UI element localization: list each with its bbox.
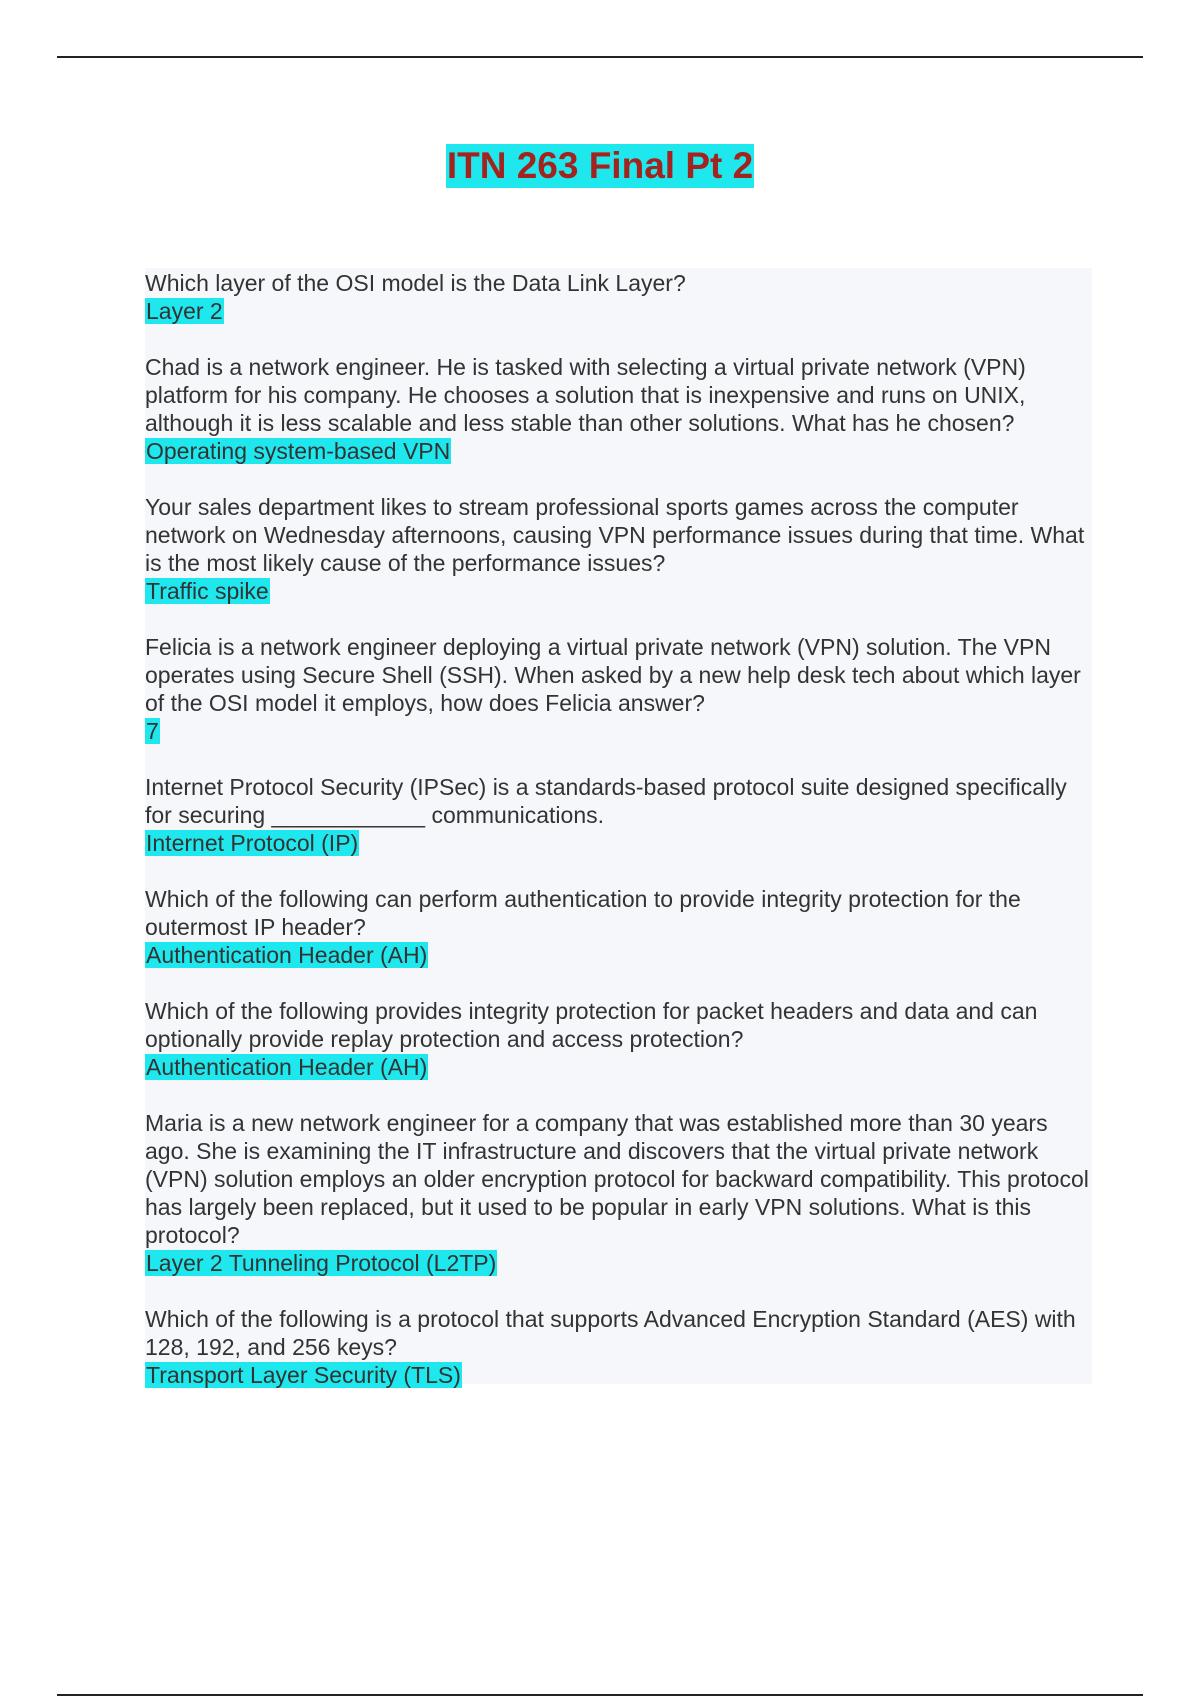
qa-item bbox=[145, 493, 1090, 605]
qa-item bbox=[145, 1109, 1090, 1277]
answer-text: Layer 2 bbox=[146, 298, 223, 324]
qa-item bbox=[145, 773, 1090, 857]
qa-content-area bbox=[145, 268, 1092, 1388]
title-container bbox=[0, 144, 1200, 188]
answer-text: Internet Protocol (IP) bbox=[146, 830, 359, 856]
qa-item bbox=[145, 633, 1090, 745]
question-text: Which of the following provides integrity protection for packet headers and data and can optionally provide replay protection and access protection? bbox=[145, 998, 1038, 1052]
answer-text: Traffic spike bbox=[146, 578, 269, 604]
answer-text: Operating system-based VPN bbox=[146, 438, 451, 464]
qa-list bbox=[145, 268, 1090, 1417]
question-text: Which of the following can perform authentication to provide integrity protection for the outermost IP header? bbox=[145, 886, 1021, 940]
answer-text: Authentication Header (AH) bbox=[146, 1054, 428, 1080]
bottom-rule bbox=[57, 1694, 1143, 1696]
question-text: Chad is a network engineer. He is tasked with selecting a virtual private network (VPN) platform for his company. He chooses a solution that is inexpensive and runs on UNIX, although it is less scalable and less stable than other solutions. What has he chosen? bbox=[145, 354, 1026, 436]
qa-item bbox=[145, 885, 1090, 969]
answer-text: Layer 2 Tunneling Protocol (L2TP) bbox=[146, 1250, 497, 1276]
answer-text: 7 bbox=[146, 718, 159, 744]
question-text: Which of the following is a protocol that supports Advanced Encryption Standard (AES) with 128, 192, and 256 keys? bbox=[145, 1306, 1076, 1360]
qa-item bbox=[145, 997, 1090, 1081]
question-text: Internet Protocol Security (IPSec) is a standards-based protocol suite designed specifically for securing ____________ communications. bbox=[145, 774, 1067, 828]
question-text: Felicia is a network engineer deploying a virtual private network (VPN) solution. The VPN operates using Secure Shell (SSH). When asked by a new help desk tech about which layer of the OSI model it employs, how does Felicia answer? bbox=[145, 634, 1081, 716]
question-text: Which layer of the OSI model is the Data Link Layer? bbox=[145, 270, 686, 296]
answer-text: Transport Layer Security (TLS) bbox=[146, 1362, 461, 1388]
question-text: Maria is a new network engineer for a company that was established more than 30 years ago. She is examining the IT infrastructure and discovers that the virtual private network (VPN) solution employs an older encryption protocol for backward compatibility. This protocol has largely been replaced, but it used to be popular in early VPN solutions. What is this protocol? bbox=[145, 1110, 1089, 1248]
top-rule bbox=[57, 56, 1143, 58]
qa-item bbox=[145, 269, 1090, 325]
answer-text: Authentication Header (AH) bbox=[146, 942, 428, 968]
qa-item bbox=[145, 353, 1090, 465]
document-title: ITN 263 Final Pt 2 bbox=[446, 145, 754, 186]
qa-item bbox=[145, 1305, 1090, 1389]
question-text: Your sales department likes to stream professional sports games across the computer network on Wednesday afternoons, causing VPN performance issues during that time. What is the most likely cause of the performance issues? bbox=[145, 494, 1085, 576]
